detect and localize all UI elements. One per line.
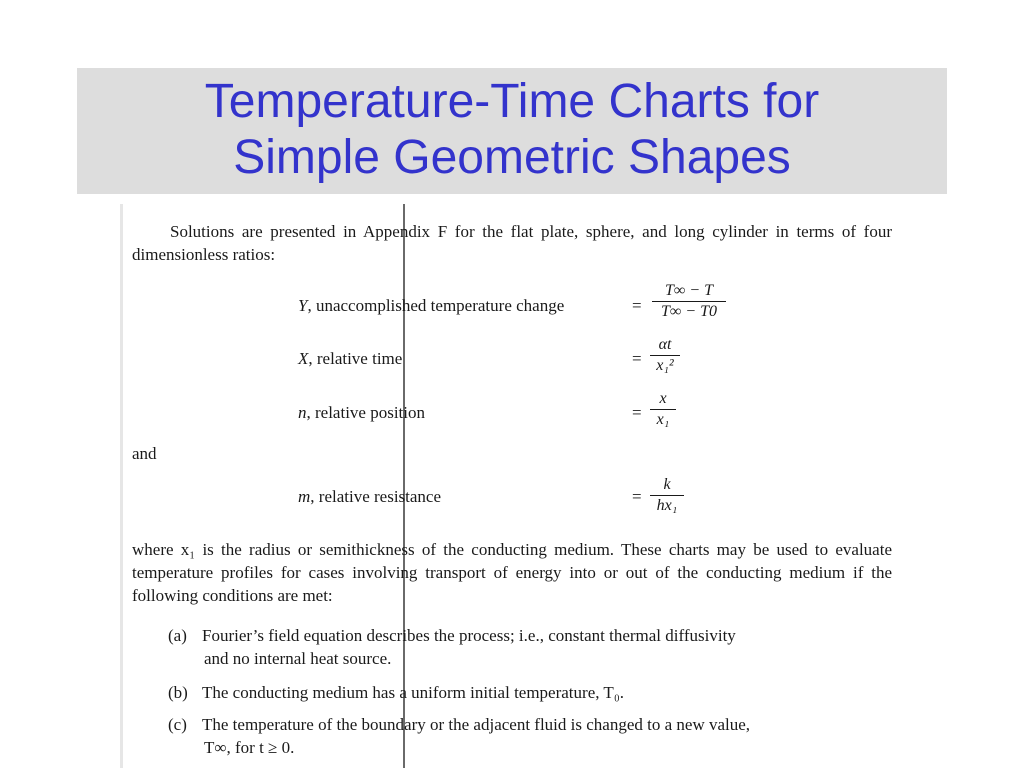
ratio-y-numerator: T∞ − T	[665, 282, 713, 299]
title-line-2: Simple Geometric Shapes	[233, 131, 791, 184]
ratio-m-numerator: k	[663, 476, 671, 493]
condition-a	[168, 624, 892, 670]
ratio-y-text: , unaccomplished temperature change	[307, 296, 565, 315]
condition-a-line2: and no internal heat source.	[204, 649, 392, 668]
ratio-x-label	[298, 348, 402, 370]
ratio-m-label	[298, 486, 441, 508]
condition-c-line1: The temperature of the boundary or the adjacent fluid is changed to a new value,	[202, 715, 751, 734]
ratio-n-symbol: n	[298, 403, 307, 422]
condition-b-label: (b)	[168, 683, 188, 702]
ratio-x-numerator: αt	[658, 336, 672, 353]
fraction-bar	[650, 495, 684, 496]
ratio-y-symbol: Y	[298, 296, 308, 315]
ratio-y-label	[298, 295, 564, 317]
ratio-n-fraction	[650, 390, 676, 429]
scan-edge	[120, 204, 123, 768]
condition-c-label: (c)	[168, 715, 187, 734]
ratio-x-text: , relative time	[308, 349, 403, 368]
condition-b	[168, 681, 892, 704]
ratio-m-denominator: hx₁	[656, 497, 678, 514]
ratio-x-fraction	[650, 336, 680, 375]
condition-b-line1: The conducting medium has a uniform initial temperature, T₀.	[202, 683, 624, 702]
ratio-m-symbol: m	[298, 487, 311, 506]
and-text: and	[132, 444, 157, 463]
ratio-m-fraction	[650, 476, 684, 515]
ratio-n-numerator: x	[659, 390, 667, 407]
intro-paragraph: Solutions are presented in Appendix F for the flat plate, sphere, and long cylinder in terms of four dimensionless ratios:	[132, 222, 892, 264]
ratio-m-text: , relative resistance	[310, 487, 442, 506]
ratio-m-equals: =	[632, 487, 642, 506]
fraction-bar	[650, 355, 680, 356]
where-paragraph: where x₁ is the radius or semithickness of the conducting medium. These charts may be used to evaluate temperature profiles for cases involving transport of energy into or out of the conducting medium if the following conditions are met:	[132, 540, 892, 605]
slide-title	[77, 74, 947, 186]
ratio-n-label	[298, 402, 425, 424]
condition-a-label: (a)	[168, 626, 187, 645]
ratio-x-equals: =	[632, 349, 642, 368]
title-line-1: Temperature-Time Charts for	[204, 75, 820, 128]
ratio-y-fraction	[652, 282, 726, 321]
ratio-x-denominator: x₁²	[656, 357, 674, 374]
ratio-n-equals: =	[632, 403, 642, 422]
fraction-bar	[650, 409, 676, 410]
ratio-x-symbol: X	[298, 349, 309, 368]
ratio-y-denominator: T∞ − T0	[661, 303, 717, 320]
condition-a-line1: Fourier’s field equation describes the process; i.e., constant thermal diffusivity	[202, 626, 736, 645]
ratio-n-text: , relative position	[306, 403, 426, 422]
title-banner	[77, 68, 947, 194]
fraction-bar	[652, 301, 726, 302]
ratio-y-equals: =	[632, 296, 642, 315]
scanned-textbook-page	[120, 204, 904, 768]
condition-c	[168, 713, 892, 759]
condition-c-line2: T∞, for t ≥ 0.	[204, 738, 295, 757]
ratio-n-denominator: x₁	[656, 411, 670, 428]
